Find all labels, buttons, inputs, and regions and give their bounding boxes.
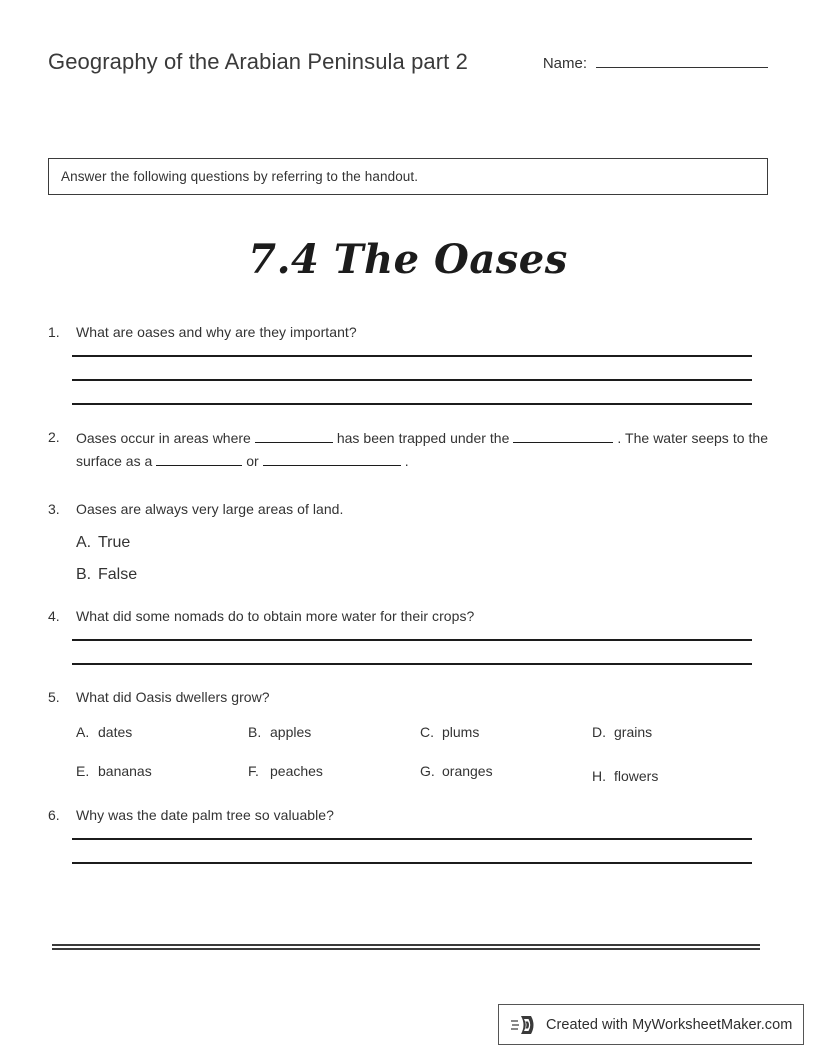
question-2-blank-2[interactable] (513, 428, 613, 443)
choice-letter: G. (420, 763, 435, 779)
answer-line[interactable] (72, 663, 752, 665)
instruction-text: Answer the following questions by referring to the handout. (61, 169, 419, 184)
question-3-choice-b[interactable] (76, 566, 768, 584)
question-6-number: 6. (48, 807, 60, 823)
question-1-answer-lines (72, 355, 768, 405)
question-1-header (48, 322, 768, 343)
question-3-number: 3. (48, 501, 60, 517)
question-5-header (48, 687, 768, 708)
questions-list (48, 322, 768, 886)
question-6-text: Why was the date palm tree so valuable? (76, 807, 334, 823)
answer-line[interactable] (72, 838, 752, 840)
worksheet-header (48, 46, 768, 77)
question-2-blank-4[interactable] (263, 451, 401, 466)
question-5-choice-b[interactable] (248, 724, 420, 740)
question-2-number: 2. (48, 429, 60, 445)
choice-label: flowers (614, 768, 659, 784)
choice-label: True (98, 534, 131, 551)
question-2-header (48, 427, 768, 473)
question-5-text: What did Oasis dwellers grow? (76, 689, 270, 705)
question-1-number: 1. (48, 324, 60, 340)
choice-letter: A. (76, 534, 92, 551)
question-6-header (48, 805, 768, 826)
section-heading: 7.4 The Oases (248, 236, 568, 283)
name-label: Name: (542, 55, 587, 72)
question-1-text: What are oases and why are they important? (76, 324, 357, 340)
answer-line[interactable] (72, 403, 752, 405)
question-3-choice-a[interactable] (76, 534, 768, 552)
question-5-choices (76, 724, 768, 784)
name-field-group (543, 52, 768, 72)
question-5-choice-a[interactable] (76, 724, 248, 740)
question-4-number: 4. (48, 608, 60, 624)
question-4-text: What did some nomads do to obtain more water for their crops? (76, 608, 475, 624)
question-5-choice-c[interactable] (420, 724, 592, 740)
question-5 (48, 687, 768, 784)
question-6 (48, 805, 768, 864)
question-2-text (76, 427, 768, 473)
question-2-segment-5: . (404, 453, 409, 469)
question-2-segment-2: has been trapped under the (336, 430, 510, 446)
choice-letter: F. (248, 763, 259, 779)
choice-label: oranges (442, 763, 493, 779)
choice-letter: C. (420, 724, 434, 740)
choice-letter: H. (592, 768, 606, 784)
answer-line[interactable] (72, 355, 752, 357)
page-title: Geography of the Arabian Peninsula part 2 (48, 49, 468, 74)
answer-line[interactable] (72, 379, 752, 381)
question-3-header (48, 499, 768, 520)
question-5-choice-h[interactable] (592, 768, 764, 784)
question-2 (48, 427, 768, 473)
footer-badge-text: Created with MyWorksheetMaker.com (546, 1016, 793, 1033)
choice-label: peaches (270, 763, 323, 779)
question-2-segment-4: or (246, 453, 259, 469)
question-5-choice-d[interactable] (592, 724, 764, 740)
question-4-answer-lines (72, 639, 768, 665)
choice-label: bananas (98, 763, 152, 779)
choice-letter: E. (76, 763, 90, 779)
choice-label: plums (442, 724, 480, 740)
question-2-blank-3[interactable] (156, 451, 242, 466)
question-2-segment-3: . The water seeps to the surface as a (76, 430, 768, 469)
question-6-answer-lines (72, 838, 768, 864)
choice-label: apples (270, 724, 312, 740)
choice-letter: D. (592, 724, 606, 740)
footer-divider (52, 944, 760, 950)
choice-letter: B. (248, 724, 262, 740)
question-1 (48, 322, 768, 405)
answer-line[interactable] (72, 862, 752, 864)
question-3 (48, 499, 768, 584)
question-5-number: 5. (48, 689, 60, 705)
choice-letter: A. (76, 724, 90, 740)
answer-line[interactable] (72, 639, 752, 641)
choice-letter: B. (76, 566, 92, 583)
question-5-choice-f[interactable] (248, 763, 420, 779)
question-2-blank-1[interactable] (255, 428, 333, 443)
question-5-choice-e[interactable] (76, 763, 248, 779)
choice-label: dates (98, 724, 133, 740)
question-5-choice-g[interactable] (420, 763, 592, 779)
worksheet-maker-logo-icon (511, 1013, 537, 1037)
choice-label: False (98, 566, 138, 583)
instruction-box (48, 158, 768, 195)
question-4 (48, 606, 768, 665)
question-4-header (48, 606, 768, 627)
question-3-text: Oases are always very large areas of land. (76, 501, 344, 517)
question-2-segment-1: Oases occur in areas where (76, 430, 251, 446)
choice-label: grains (614, 724, 653, 740)
question-3-choices (76, 534, 768, 584)
footer-badge[interactable] (498, 1004, 804, 1045)
name-input-line[interactable] (596, 52, 768, 68)
